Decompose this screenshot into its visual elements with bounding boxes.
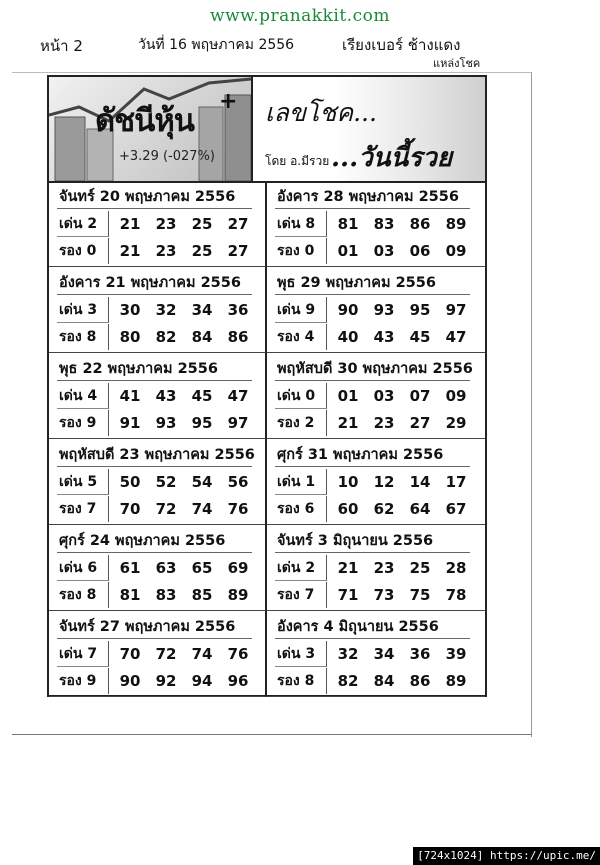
row-label: เด่น 3 [57, 297, 109, 323]
lucky-number: 21 [337, 559, 359, 577]
date-divider [275, 208, 470, 209]
row-label: เด่น 9 [275, 297, 327, 323]
lucky-number: 43 [155, 387, 177, 405]
draw-grid [49, 181, 485, 695]
lucky-number: 90 [337, 301, 359, 319]
draw-date: พุธ 22 พฤษภาคม 2556 [59, 361, 218, 377]
lucky-number: 09 [445, 387, 467, 405]
plus-icon: + [219, 89, 238, 114]
lucky-number: 72 [155, 500, 177, 518]
row-label: รอง 0 [57, 238, 109, 264]
lucky-number: 62 [373, 500, 395, 518]
row-label: รอง 9 [57, 410, 109, 436]
draw-card [267, 611, 485, 697]
lucky-number: 75 [409, 586, 431, 604]
lucky-number: 94 [191, 672, 213, 690]
lucky-number: 93 [155, 414, 177, 432]
lucky-number: 70 [119, 645, 141, 663]
stock-index-change: +3.29 (-027%) [119, 149, 215, 164]
lucky-number: 71 [337, 586, 359, 604]
site-url: www.pranakkit.com [210, 6, 390, 26]
lucky-number: 03 [373, 387, 395, 405]
stock-index-banner [49, 77, 253, 181]
draw-card [267, 525, 485, 611]
lucky-number: 90 [119, 672, 141, 690]
draw-date: จันทร์ 27 พฤษภาคม 2556 [59, 619, 236, 635]
row-label: เด่น 4 [57, 383, 109, 409]
lucky-number: 83 [373, 215, 395, 233]
draw-date: จันทร์ 3 มิถุนายน 2556 [277, 533, 434, 549]
lucky-number: 93 [373, 301, 395, 319]
lucky-number: 89 [445, 215, 467, 233]
lucky-number: 27 [409, 414, 431, 432]
primary-number-row [275, 297, 480, 323]
lucky-number: 25 [409, 559, 431, 577]
draw-date: จันทร์ 20 พฤษภาคม 2556 [59, 189, 236, 205]
lucky-number: 36 [409, 645, 431, 663]
date-divider [57, 466, 252, 467]
lucky-number: 65 [191, 559, 213, 577]
primary-number-row [275, 555, 480, 581]
row-label: เด่น 8 [275, 211, 327, 237]
lucky-number: 34 [191, 301, 213, 319]
draw-card [49, 267, 267, 353]
secondary-number-row [275, 582, 480, 608]
date-divider [275, 294, 470, 295]
lucky-number: 23 [373, 559, 395, 577]
draw-card [49, 439, 267, 525]
row-label: เด่น 1 [275, 469, 327, 495]
lucky-number: 56 [227, 473, 249, 491]
draw-card [49, 525, 267, 611]
row-label: รอง 7 [275, 582, 327, 608]
lucky-number: 63 [155, 559, 177, 577]
lucky-number: 45 [191, 387, 213, 405]
lucky-number: 47 [227, 387, 249, 405]
lucky-number: 74 [191, 645, 213, 663]
banner [49, 77, 485, 183]
lucky-number: 76 [227, 645, 249, 663]
page-header [0, 34, 600, 74]
primary-number-row [57, 297, 262, 323]
secondary-number-row [275, 410, 480, 436]
lucky-number-banner [253, 77, 485, 181]
primary-number-row [57, 469, 262, 495]
lucky-number: 40 [337, 328, 359, 346]
lucky-number: 52 [155, 473, 177, 491]
draw-card [267, 181, 485, 267]
lucky-number: 47 [445, 328, 467, 346]
draw-date: พุธ 29 พฤษภาคม 2556 [277, 275, 436, 291]
lucky-number: 72 [155, 645, 177, 663]
lucky-number-title: เลขโชค... [265, 98, 377, 127]
scan-edge-bottom [12, 734, 532, 735]
lucky-number: 07 [409, 387, 431, 405]
column-author: เรียงเบอร์ ช้างแดง [342, 36, 461, 54]
secondary-number-row [275, 238, 480, 264]
lucky-number: 27 [227, 242, 249, 260]
draw-card [267, 353, 485, 439]
row-label: เด่น 0 [275, 383, 327, 409]
draw-card [49, 611, 267, 697]
lucky-number: 34 [373, 645, 395, 663]
secondary-number-row [57, 582, 262, 608]
date-divider [275, 638, 470, 639]
lucky-number: 09 [445, 242, 467, 260]
lucky-number: 86 [227, 328, 249, 346]
upload-watermark: [724x1024] https://upic.me/ [413, 847, 600, 865]
primary-number-row [275, 211, 480, 237]
lucky-number: 86 [409, 672, 431, 690]
lucky-number: 76 [227, 500, 249, 518]
row-label: รอง 8 [275, 668, 327, 694]
lucky-number: 23 [373, 414, 395, 432]
lucky-number: 85 [191, 586, 213, 604]
draw-card [267, 439, 485, 525]
lucky-number: 43 [373, 328, 395, 346]
lucky-number: 12 [373, 473, 395, 491]
lucky-number: 25 [191, 215, 213, 233]
row-label: รอง 8 [57, 324, 109, 350]
draw-date: พฤหัสบดี 23 พฤษภาคม 2556 [59, 447, 255, 463]
draw-date: อังคาร 28 พฤษภาคม 2556 [277, 189, 459, 205]
lucky-number: 97 [445, 301, 467, 319]
row-label: รอง 7 [57, 496, 109, 522]
stock-index-title: ดัชนีหุ้น [95, 103, 194, 139]
primary-number-row [57, 555, 262, 581]
date-divider [57, 638, 252, 639]
lucky-number: 82 [155, 328, 177, 346]
lucky-number: 84 [191, 328, 213, 346]
primary-number-row [275, 469, 480, 495]
lucky-number: 27 [227, 215, 249, 233]
lucky-number: 03 [373, 242, 395, 260]
secondary-number-row [275, 324, 480, 350]
row-label: รอง 8 [57, 582, 109, 608]
lucky-number: 25 [191, 242, 213, 260]
issue-date: วันที่ 16 พฤษภาคม 2556 [138, 37, 295, 53]
draw-card [49, 181, 267, 267]
lucky-number: 54 [191, 473, 213, 491]
secondary-number-row [57, 238, 262, 264]
lucky-number: 45 [409, 328, 431, 346]
draw-date: ศุกร์ 24 พฤษภาคม 2556 [59, 533, 226, 549]
lucky-number: 95 [191, 414, 213, 432]
lucky-number: 86 [409, 215, 431, 233]
lucky-number: 84 [373, 672, 395, 690]
lucky-number: 23 [155, 242, 177, 260]
primary-number-row [57, 641, 262, 667]
lucky-number: 21 [119, 215, 141, 233]
draw-date: พฤหัสบดี 30 พฤษภาคม 2556 [277, 361, 473, 377]
row-label: เด่น 6 [57, 555, 109, 581]
lucky-number: 83 [155, 586, 177, 604]
byline: โดย อ.มีรวย [265, 154, 330, 168]
primary-number-row [275, 383, 480, 409]
primary-number-row [57, 211, 262, 237]
lucky-number: 10 [337, 473, 359, 491]
secondary-number-row [57, 496, 262, 522]
lucky-number: 01 [337, 387, 359, 405]
lucky-number: 81 [119, 586, 141, 604]
lucky-number: 06 [409, 242, 431, 260]
lucky-number: 78 [445, 586, 467, 604]
lucky-number: 80 [119, 328, 141, 346]
lucky-number: 23 [155, 215, 177, 233]
draw-date: อังคาร 4 มิถุนายน 2556 [277, 619, 439, 635]
scan-edge-right [531, 72, 532, 737]
lucky-number: 28 [445, 559, 467, 577]
lucky-number: 95 [409, 301, 431, 319]
row-label: เด่น 2 [57, 211, 109, 237]
date-divider [275, 466, 470, 467]
lucky-number: 89 [227, 586, 249, 604]
secondary-number-row [57, 668, 262, 694]
page-number: หน้า 2 [40, 37, 83, 55]
lucky-number: 92 [155, 672, 177, 690]
row-label: รอง 0 [275, 238, 327, 264]
lucky-number: 91 [119, 414, 141, 432]
secondary-number-row [57, 410, 262, 436]
lucky-number: 50 [119, 473, 141, 491]
row-label: รอง 9 [57, 668, 109, 694]
draw-date: ศุกร์ 31 พฤษภาคม 2556 [277, 447, 444, 463]
row-label: เด่น 2 [275, 555, 327, 581]
secondary-number-row [57, 324, 262, 350]
lucky-number: 36 [227, 301, 249, 319]
date-divider [275, 552, 470, 553]
column-subtitle: แหล่งโชค [433, 57, 481, 70]
lucky-number: 14 [409, 473, 431, 491]
scan-edge-top [12, 72, 532, 73]
lucky-number: 41 [119, 387, 141, 405]
lottery-panel [47, 75, 487, 697]
lucky-number: 21 [337, 414, 359, 432]
draw-date: อังคาร 21 พฤษภาคม 2556 [59, 275, 241, 291]
secondary-number-row [275, 496, 480, 522]
date-divider [57, 208, 252, 209]
lucky-number: 39 [445, 645, 467, 663]
lucky-number: 32 [337, 645, 359, 663]
primary-number-row [275, 641, 480, 667]
date-divider [57, 380, 252, 381]
date-divider [57, 294, 252, 295]
draw-card [267, 267, 485, 353]
row-label: รอง 6 [275, 496, 327, 522]
lucky-number: 81 [337, 215, 359, 233]
lucky-number: 70 [119, 500, 141, 518]
lucky-number: 30 [119, 301, 141, 319]
lucky-number: 61 [119, 559, 141, 577]
primary-number-row [57, 383, 262, 409]
lucky-number: 82 [337, 672, 359, 690]
secondary-number-row [275, 668, 480, 694]
lucky-number: 97 [227, 414, 249, 432]
lucky-number: 67 [445, 500, 467, 518]
lucky-number: 96 [227, 672, 249, 690]
lucky-number: 01 [337, 242, 359, 260]
lucky-number: 60 [337, 500, 359, 518]
lucky-number: 21 [119, 242, 141, 260]
rich-today-title: ...วันนี้รวย [331, 143, 453, 173]
row-label: เด่น 3 [275, 641, 327, 667]
row-label: เด่น 7 [57, 641, 109, 667]
row-label: รอง 4 [275, 324, 327, 350]
lucky-number: 64 [409, 500, 431, 518]
lucky-number: 32 [155, 301, 177, 319]
lucky-number: 89 [445, 672, 467, 690]
lucky-number: 73 [373, 586, 395, 604]
lucky-number: 17 [445, 473, 467, 491]
row-label: เด่น 5 [57, 469, 109, 495]
lucky-number: 74 [191, 500, 213, 518]
row-label: รอง 2 [275, 410, 327, 436]
draw-card [49, 353, 267, 439]
date-divider [57, 552, 252, 553]
date-divider [275, 380, 470, 381]
lucky-number: 69 [227, 559, 249, 577]
lucky-number: 29 [445, 414, 467, 432]
